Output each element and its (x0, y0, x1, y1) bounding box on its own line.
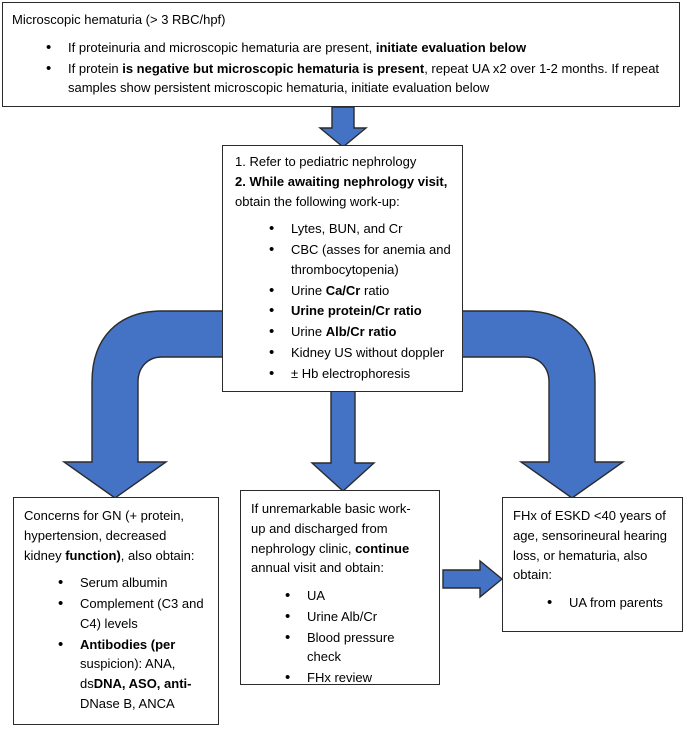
top-bullet-item-1-seg-0: If protein (68, 60, 123, 76)
gn-bullet-item-2-seg-2: DNA, ASO, anti- (93, 676, 192, 691)
fhx-bullet-item-0-seg-0: UA from parents (569, 595, 663, 610)
workup-bullet-item-4-seg-1: Alb/Cr ratio (325, 324, 397, 339)
top-box-bullet-list (12, 38, 670, 98)
fhx-line-2-seg-0: loss, or hematuria, also (513, 547, 648, 563)
top-bullet-item-0 (46, 38, 670, 58)
workup-line-2 (235, 192, 452, 212)
box-annual-followup (240, 490, 440, 685)
annual-line-2-seg-0: nephrology clinic, (251, 540, 356, 556)
workup-bullet-item-0 (269, 219, 452, 239)
box-nephrology-workup (222, 145, 463, 392)
gn-line-2-seg-1: function) (65, 547, 121, 563)
fhx-bullet-item-0 (547, 593, 674, 613)
top-bullet-item-1-seg-2: , repeat UA x2 over 1-2 months. If repeat samples show persistent microscopic hematuria, initiate evaluation below (68, 60, 660, 96)
workup-bullet-item-5 (269, 343, 452, 363)
workup-bullet-item-1 (269, 240, 452, 280)
workup-bullet-item-5-seg-0: Kidney US without doppler (291, 344, 445, 360)
top-bullet-item-1-seg-1: is negative but microscopic hematuria is present (122, 60, 425, 76)
fhx-line-3-seg-0: obtain: (513, 567, 553, 583)
annual-intro-lines (251, 499, 431, 578)
gn-line-2-seg-0: kidney (24, 547, 66, 563)
annual-line-0 (251, 499, 431, 519)
annual-bullet-item-1 (285, 607, 431, 627)
fhx-line-1-seg-0: age, sensorineural hearing (513, 527, 667, 543)
fhx-intro-lines (513, 506, 674, 585)
annual-bullet-item-2 (285, 628, 431, 668)
arrow-workup-to-gn (62, 310, 232, 500)
workup-line-1-seg-0: 2. While awaiting nephrology visit, (235, 173, 448, 189)
gn-bullet-item-2-seg-0: Antibodies (per (80, 636, 176, 652)
gn-line-0-seg-0: Concerns for GN (+ protein, (24, 508, 185, 523)
gn-bullet-item-2-seg-3: DNase B, ANCA (80, 695, 175, 711)
gn-bullet-item-2-seg-1: suspicion): ANA, ds (80, 656, 176, 691)
fhx-line-0 (513, 506, 674, 526)
workup-intro-lines (235, 152, 452, 211)
arrow-annual-to-fhx (442, 560, 504, 600)
gn-bullet-item-0 (58, 573, 210, 593)
workup-bullet-list (235, 219, 452, 383)
top-bullet-item-1 (46, 59, 670, 99)
annual-line-1-seg-0: up and discharged from (251, 520, 388, 536)
workup-line-1 (235, 172, 452, 192)
workup-bullet-item-6 (269, 364, 452, 384)
gn-line-1 (24, 526, 210, 546)
arrow-workup-to-fhx (455, 310, 625, 500)
workup-bullet-item-1-seg-0: CBC (asses for anemia and thrombocytopenia) (291, 242, 451, 277)
workup-bullet-item-2-seg-1: Ca/Cr (325, 282, 361, 298)
workup-bullet-item-3 (269, 301, 452, 321)
fhx-line-3 (513, 565, 674, 585)
annual-line-1 (251, 519, 431, 539)
workup-bullet-item-2 (269, 281, 452, 301)
annual-line-3-seg-0: annual visit and obtain: (251, 560, 384, 576)
workup-line-0 (235, 152, 452, 172)
workup-bullet-item-3-seg-0: Urine protein/Cr ratio (291, 303, 422, 319)
workup-line-2-seg-0: obtain the following work-up: (235, 193, 400, 209)
annual-bullet-item-3-seg-0: FHx review (307, 670, 373, 685)
gn-bullet-list (24, 573, 210, 713)
annual-bullet-item-1-seg-0: Urine Alb/Cr (307, 608, 378, 624)
workup-bullet-item-2-seg-0: Urine (291, 282, 326, 298)
annual-line-0-seg-0: If unremarkable basic work- (251, 501, 411, 516)
fhx-line-0-seg-0: FHx of ESKD <40 years of (513, 508, 666, 523)
arrow-workup-to-annual (310, 390, 376, 493)
gn-line-0 (24, 506, 210, 526)
workup-bullet-item-0-seg-0: Lytes, BUN, and Cr (291, 221, 403, 237)
fhx-line-1 (513, 526, 674, 546)
gn-line-2-seg-2: , also obtain: (120, 547, 195, 563)
gn-bullet-item-0-seg-0: Serum albumin (80, 575, 168, 591)
workup-bullet-item-6-seg-0: ± Hb electrophoresis (291, 365, 411, 381)
fhx-bullet-list (513, 593, 674, 613)
box-gn-concerns (13, 497, 219, 725)
gn-line-1-seg-0: hypertension, decreased (24, 527, 167, 543)
annual-bullet-item-0 (285, 586, 431, 606)
annual-bullet-item-3 (285, 668, 431, 688)
annual-bullet-list (251, 586, 431, 688)
annual-bullet-item-0-seg-0: UA (307, 588, 326, 603)
top-bullet-item-0-seg-0: If proteinuria and microscopic hematuria are present, (68, 39, 376, 55)
annual-line-3 (251, 558, 431, 578)
arrow-top-to-workup (318, 106, 368, 148)
gn-bullet-item-1 (58, 594, 210, 634)
gn-bullet-item-2 (58, 635, 210, 714)
box-microscopic-hematuria (2, 2, 680, 107)
gn-line-2 (24, 546, 210, 566)
workup-line-0-seg-0: 1. Refer to pediatric nephrology (235, 154, 417, 169)
annual-line-2-seg-1: continue (355, 540, 410, 556)
fhx-line-2 (513, 546, 674, 566)
box-family-history (502, 497, 683, 632)
gn-intro-lines (24, 506, 210, 565)
top-box-heading: Microscopic hematuria (> 3 RBC/hpf) (12, 12, 226, 27)
workup-bullet-item-4 (269, 322, 452, 342)
workup-bullet-item-2-seg-2: ratio (360, 282, 390, 298)
annual-line-2 (251, 539, 431, 559)
workup-bullet-item-4-seg-0: Urine (291, 324, 326, 339)
top-bullet-item-0-seg-1: initiate evaluation below (375, 39, 527, 55)
annual-bullet-item-2-seg-0: Blood pressure check (307, 629, 395, 665)
gn-bullet-item-1-seg-0: Complement (C3 and C4) levels (80, 596, 204, 631)
